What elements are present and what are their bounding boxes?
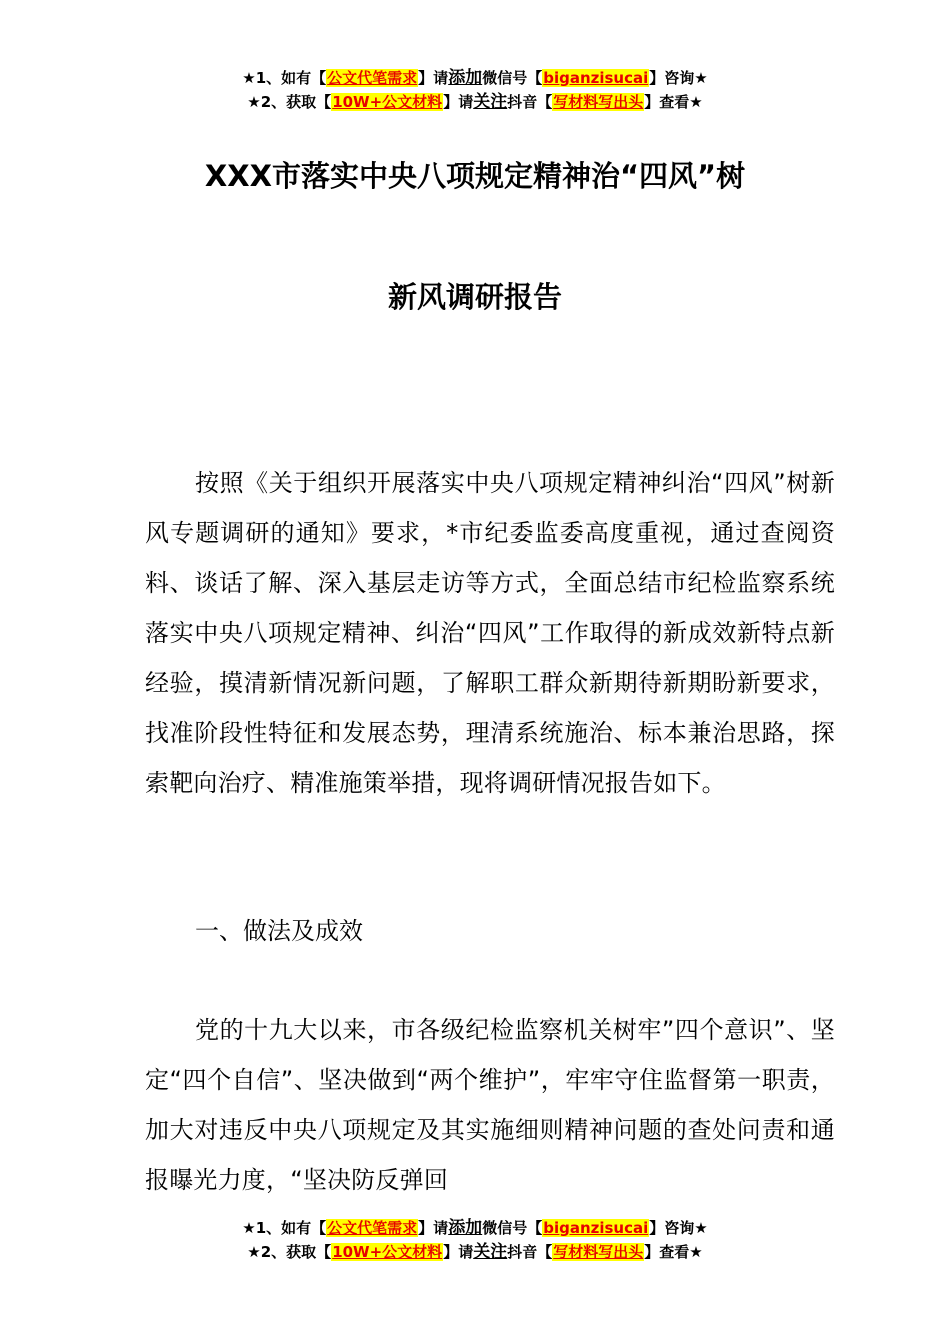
promo-text: 】请 (418, 1219, 449, 1237)
douyin-id-highlight: 写材料写出头 (553, 93, 644, 111)
promo-text: ★2、获取【 (247, 93, 332, 111)
promo-text: 抖音【 (507, 93, 553, 111)
intro-paragraph: 按照《关于组织开展落实中央八项规定精神纠治“四风”树新风专题调研的通知》要求，*市纪委监委高度重视，通过查阅资料、谈话了解、深入基层走访等方式，全面总结市纪检监察系统落实中央八项规定精神、纠治“四风”工作取得的新成效新特点新经验，摸清新情况新问题，了解职工群众新期待新期盼新要求，找准阶段性特征和发展态势，理清系统施治、标本兼治思路，探索靶向治疗、精准施策举措，现将调研情况报告如下。 (145, 469, 835, 797)
wechat-id-highlight: biganzisucai (543, 1219, 649, 1237)
promo-banner-top (0, 66, 950, 114)
promo-text: ★1、如有【 (242, 1219, 327, 1237)
wechat-id-highlight: biganzisucai (543, 69, 649, 87)
promo-text: 】咨询★ (649, 1219, 708, 1237)
promo-text: 】请 (418, 69, 449, 87)
promo-text: ★1、如有【 (242, 69, 327, 87)
promo-banner-bottom (0, 1216, 950, 1264)
document-title-line-1: XXX市落实中央八项规定精神治“四风”树 (204, 159, 746, 193)
promo-text: ★2、获取【 (247, 1243, 332, 1261)
section-heading-1: 一、做法及成效 (195, 917, 363, 945)
promo-emphasis: 添加 (448, 68, 483, 88)
section-1-paragraph: 党的十九大以来，市各级纪检监察机关树牢”四个意识”、坚定“四个自信”、坚决做到“两个维护”，牢牢守住监督第一职责，加大对违反中央八项规定及其实施细则精神问题的查处问责和通报曝光力度，“坚决防反弹回 (145, 1016, 835, 1194)
promo-text: 微信号【 (482, 69, 543, 87)
promo-emphasis: 关注 (473, 92, 508, 112)
douyin-id-highlight: 写材料写出头 (553, 1243, 644, 1261)
promo-text: 】请 (443, 1243, 474, 1261)
promo-text: 】请 (443, 93, 474, 111)
promo-highlight: 10W+公文材料 (332, 93, 443, 111)
document-title-line-2: 新风调研报告 (387, 280, 562, 314)
promo-highlight: 公文代笔需求 (327, 69, 418, 87)
promo-text: 】咨询★ (649, 69, 708, 87)
promo-emphasis: 添加 (448, 1218, 483, 1238)
promo-highlight: 10W+公文材料 (332, 1243, 443, 1261)
promo-line-2 (0, 1240, 950, 1264)
promo-text: 】查看★ (644, 93, 703, 111)
promo-line-1 (0, 1216, 950, 1240)
promo-text: 抖音【 (507, 1243, 553, 1261)
promo-line-1 (0, 66, 950, 90)
promo-highlight: 公文代笔需求 (327, 1219, 418, 1237)
promo-text: 】查看★ (644, 1243, 703, 1261)
promo-emphasis: 关注 (473, 1242, 508, 1262)
promo-line-2 (0, 90, 950, 114)
promo-text: 微信号【 (482, 1219, 543, 1237)
